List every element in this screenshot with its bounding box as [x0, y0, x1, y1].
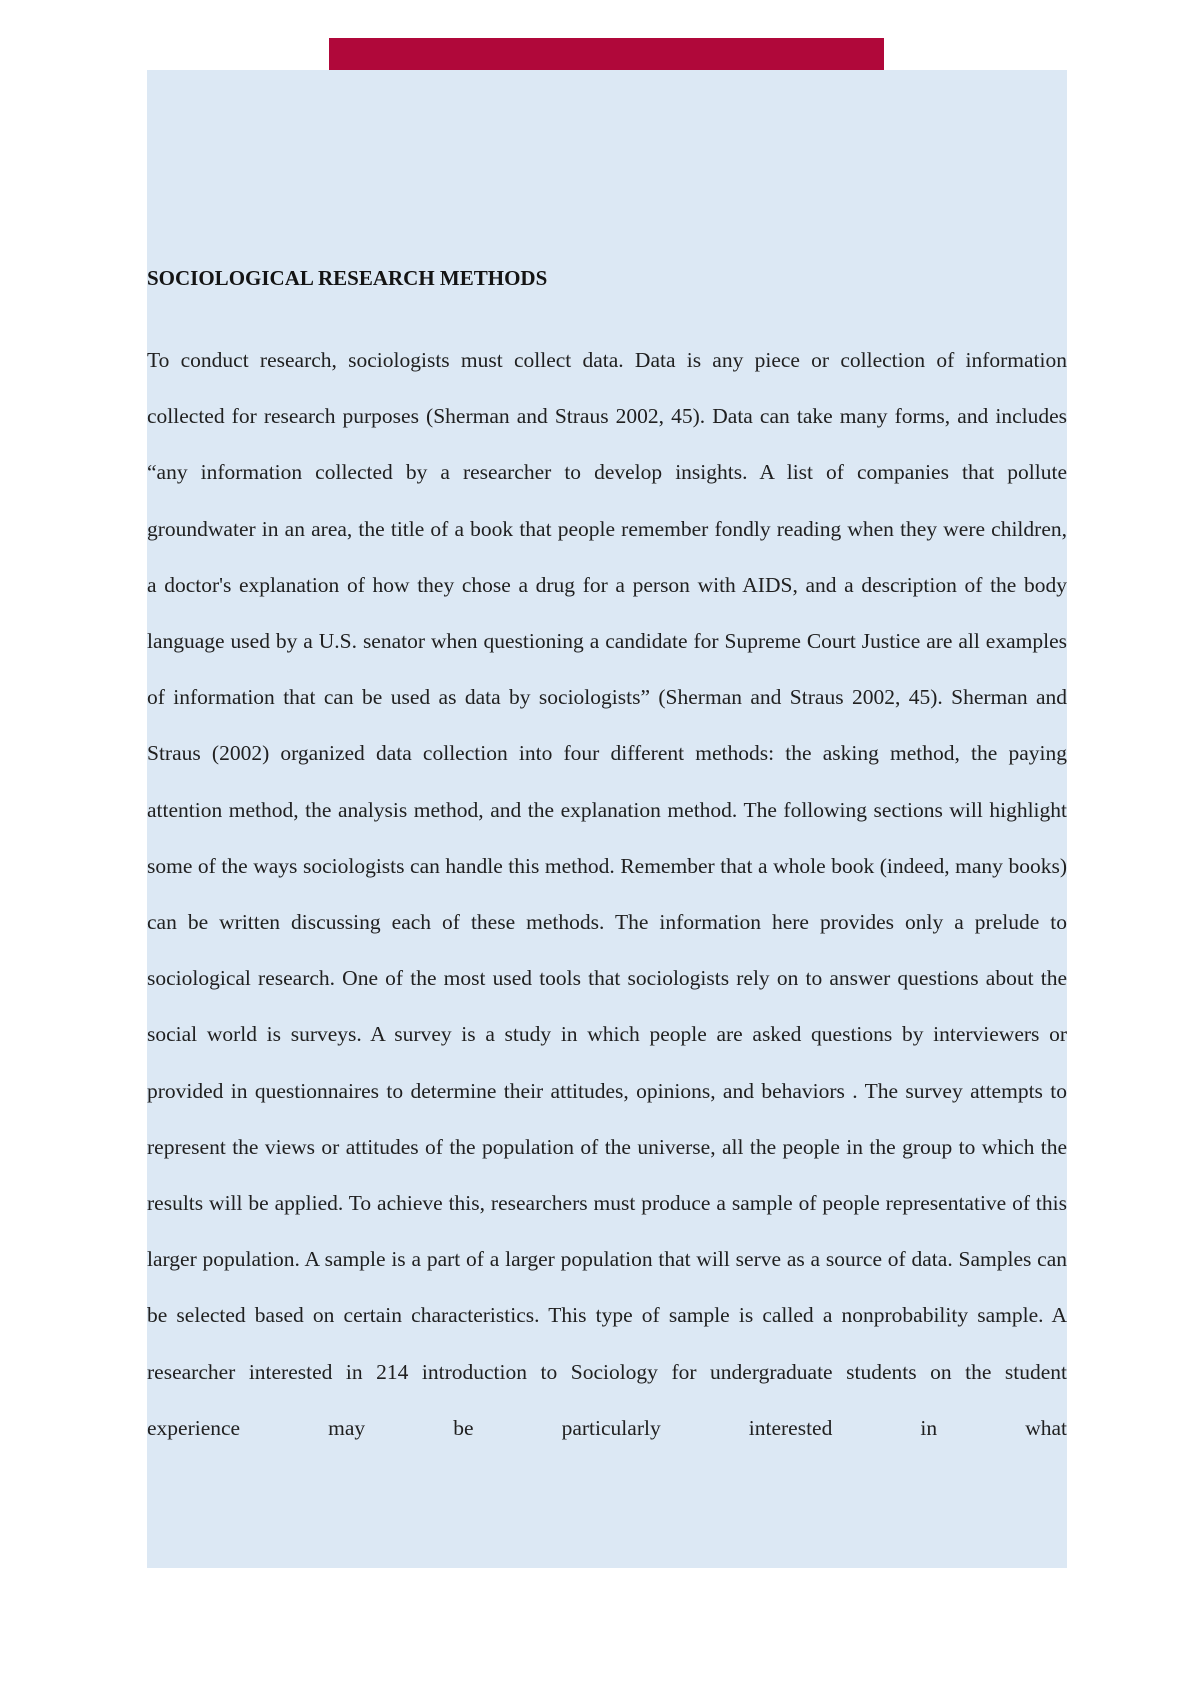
body-paragraph: To conduct research, sociologists must collect data. Data is any piece or collection of information collected for research purposes (Sherman and Straus 2002, 45). Data can take many forms, and includes “any information collected by a researcher to develop insights. A list of companies that pollute groundwater in an area, the title of a book that people remember fondly reading when they were children, a doctor's explanation of how they chose a drug for a person with AIDS, and a description of the body language used by a U.S. senator when questioning a candidate for Supreme Court Justice are all examples of information that can be used as data by sociologists” (Sherman and Straus 2002, 45). Sherman and Straus (2002) organized data collection into four different methods: the asking method, the paying attention method, the analysis method, and the explanation method. The following sections will highlight some of the ways sociologists can handle this method. Remember that a whole book (indeed, many books) can be written discussing each of these methods. The information here provides only a prelude to sociological research. One of the most used tools that sociologists rely on to answer questions about the social world is surveys. A survey is a study in which people are asked questions by interviewers or provided in questionnaires to determine their attitudes, opinions, and behaviors . The survey attempts to represent the views or attitudes of the population of the universe, all the people in the group to which the results will be applied. To achieve this, researchers must produce a sample of people representative of this larger population. A sample is a part of a larger population that will serve as a source of data. Samples can be selected based on certain characteristics. This type of sample is called a nonprobability sample. A researcher interested in 214 introduction to Sociology for undergraduate students on the student experience may be particularly interested in what	[147, 348, 1067, 1440]
section-heading: SOCIOLOGICAL RESEARCH METHODS	[147, 266, 548, 290]
document-content-block	[147, 70, 1067, 1568]
header-accent-bar	[329, 38, 884, 70]
